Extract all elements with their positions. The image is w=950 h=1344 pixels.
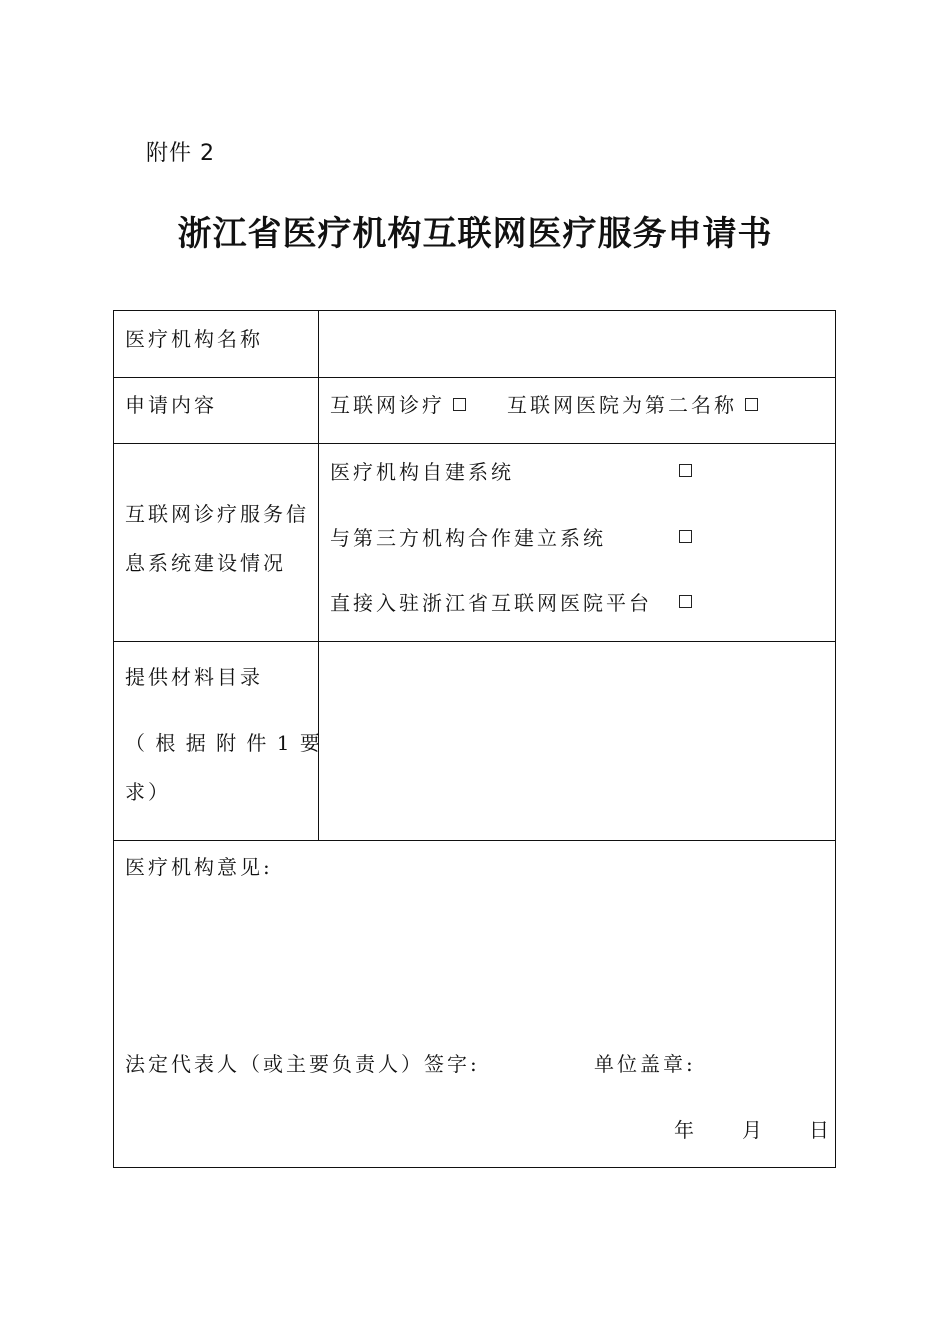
checkbox-internet-diagnosis[interactable] [453,398,466,411]
row-divider [114,840,835,841]
materials-label-line1: 提供材料目录 [125,665,263,689]
row-divider [114,641,835,642]
date-year-label: 年 [674,1118,697,1142]
materials-label-line3: 求） [125,780,171,804]
option-provincial-platform-label: 直接入驻浙江省互联网医院平台 [330,591,652,615]
legal-representative-signature-label: 法定代表人（或主要负责人）签字: [125,1052,480,1076]
application-form [113,310,836,1168]
institution-name-label: 医疗机构名称 [125,327,263,351]
row-divider [114,443,835,444]
option-third-party-label: 与第三方机构合作建立系统 [330,526,606,550]
system-construction-label-line1: 互联网诊疗服务信 [125,502,309,526]
materials-label-line2: （ 根 据 附 件 1 要 [125,731,322,755]
option-self-built-label: 医疗机构自建系统 [330,460,514,484]
attachment-label: 附件 2 [146,141,215,166]
checkbox-self-built[interactable] [679,464,692,477]
checkbox-provincial-platform[interactable] [679,595,692,608]
column-divider [318,311,319,840]
system-construction-label-line2: 息系统建设情况 [125,551,286,575]
checkbox-internet-hospital[interactable] [745,398,758,411]
date-month-label: 月 [742,1118,765,1142]
institution-opinion-label: 医疗机构意见: [125,855,273,879]
document-title: 浙江省医疗机构互联网医疗服务申请书 [177,214,773,254]
application-content-label: 申请内容 [125,393,217,417]
date-day-label: 日 [809,1118,832,1142]
checkbox-third-party[interactable] [679,530,692,543]
option-internet-diagnosis-label: 互联网诊疗 [330,393,445,417]
unit-seal-label: 单位盖章: [594,1052,696,1076]
row-divider [114,377,835,378]
option-internet-hospital-label: 互联网医院为第二名称 [507,393,737,417]
